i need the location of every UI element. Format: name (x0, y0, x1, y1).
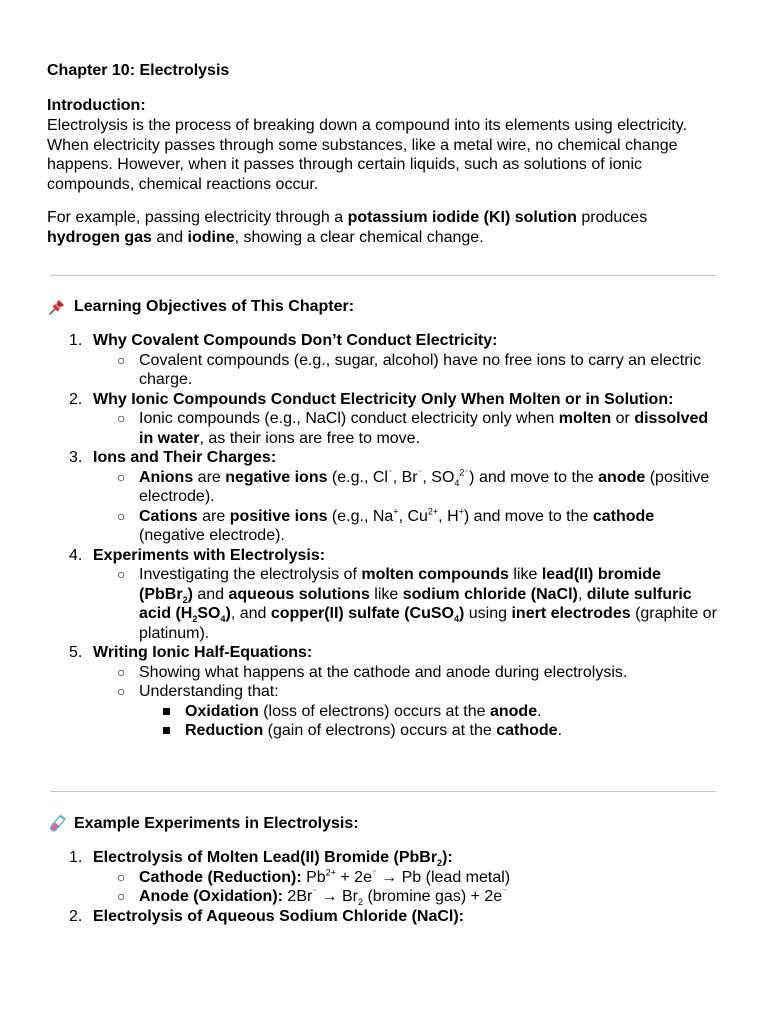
list-item: ○ Showing what happens at the cathode and anode during electrolysis. (117, 663, 628, 681)
experiments-list (47, 848, 719, 926)
list-item: 3. Ions and Their Charges: ○ Anions are negative ions (e.g., Cl⁻, Br⁻, $SO_4^{2^-}$) and move to the anode (positive electrode). ○ Cations are positive ions (e.g., Na+, $Cu^{2+}$, H+) and move to the cathode (negative electrode). (47, 448, 719, 546)
list-item: Reduction (gain of electrons) occurs at the cathode. (139, 721, 719, 741)
list-item: ○ Covalent compounds (e.g., sugar, alcohol) have no free ions to carry an electric charge. (117, 351, 702, 388)
list-item: 2. Electrolysis of Aqueous Sodium Chloride (NaCl): (69, 907, 464, 925)
objectives-heading: Learning Objectives of This Chapter: (47, 297, 354, 317)
list-item: ○ Cations are positive ions (e.g., Na+, $Cu^{2+}$, H+) and move to the cathode (negative electrode). (117, 506, 655, 544)
list-item: 4. Experiments with Electrolysis: ○ Investigating the electrolysis of molten compounds like lead(II) bromide (PbBr$_2$) and aqueous solutions like sodium chloride (NaCl), dilute sulfuric acid $(H_2SO_4)$, and copper(II) sulfate (CuSO$_4$) using inert electrodes (graphite or platinum). (47, 546, 719, 644)
example-paragraph: For example, passing electricity through a potassium iodide (KI) solution produces hydrogen gas and iodine, showing a clear chemical change. (47, 209, 648, 246)
list-item: 1. Why Covalent Compounds Don’t Conduct Electricity: ○ Covalent compounds (e.g., sugar, alcohol) have no free ions to carry an electric charge. (47, 331, 719, 390)
introduction-heading: Introduction: (47, 97, 146, 114)
list-item: 5. Writing Ionic Half-Equations: ○ Showing what happens at the cathode and anode during electrolysis. ○ Understanding that: Oxidation (loss of electrons) occurs at the anode. Reduction (gain of electrons) occurs at the cathode. (47, 643, 719, 741)
list-item: ○ Anode (Oxidation): $2Br^{^-} \to Br_2$ (bromine gas) + 2e⁻ (117, 886, 507, 908)
list-item: ○ Investigating the electrolysis of molten compounds like lead(II) bromide (PbBr$_2$) and aqueous solutions like sodium chloride (NaCl), dilute sulfuric acid $(H_2SO_4)$, and copper(II) sulfate (CuSO$_4$) using inert electrodes (graphite or platinum). (117, 566, 717, 642)
list-item: ○ Anions are negative ions (e.g., Cl⁻, Br⁻, $SO_4^{2^-}$) and move to the anode (positive electrode). (117, 467, 710, 505)
objectives-list (47, 331, 719, 741)
introduction-paragraph: Electrolysis is the process of breaking down a compound into its elements using electricity. When electricity passes through some substances, like a metal wire, no chemical change happens. However, when it passes through certain liquids, such as solutions of ionic compounds, chemical reactions occur. (47, 117, 688, 193)
divider (50, 791, 716, 792)
list-item: 1. Electrolysis of Molten Lead(II) Bromide (PbBr$_2$): ○ Cathode (Reduction): $Pb^{2+} + 2e^{^-} \to Pb$ (lead metal) ○ Anode (Oxidation): $2Br^{^-} \to Br_2$ (bromine gas) + 2e⁻ (47, 848, 719, 907)
pushpin-icon (47, 297, 67, 317)
list-item: ○ Ionic compounds (e.g., NaCl) conduct electricity only when molten or dissolved in water, as their ions are free to move. (117, 410, 709, 447)
test-tube-icon (47, 814, 67, 834)
list-item: ○ Understanding that: Oxidation (loss of electrons) occurs at the anode. Reduction (gain of electrons) occurs at the cathode. (93, 682, 719, 741)
experiments-heading: Example Experiments in Electrolysis: (47, 814, 359, 834)
list-item: Oxidation (loss of electrons) occurs at the anode. (139, 702, 719, 722)
list-item: ○ Cathode (Reduction): $Pb^{2+} + 2e^{^-} \to Pb$ (lead metal) (117, 867, 511, 886)
divider (50, 275, 716, 276)
page-title: Chapter 10: Electrolysis (47, 62, 230, 79)
list-item: 2. Why Ionic Compounds Conduct Electricity Only When Molten or in Solution: ○ Ionic compounds (e.g., NaCl) conduct electricity only when molten or dissolved in water, as their ions are free to move. (47, 390, 719, 449)
